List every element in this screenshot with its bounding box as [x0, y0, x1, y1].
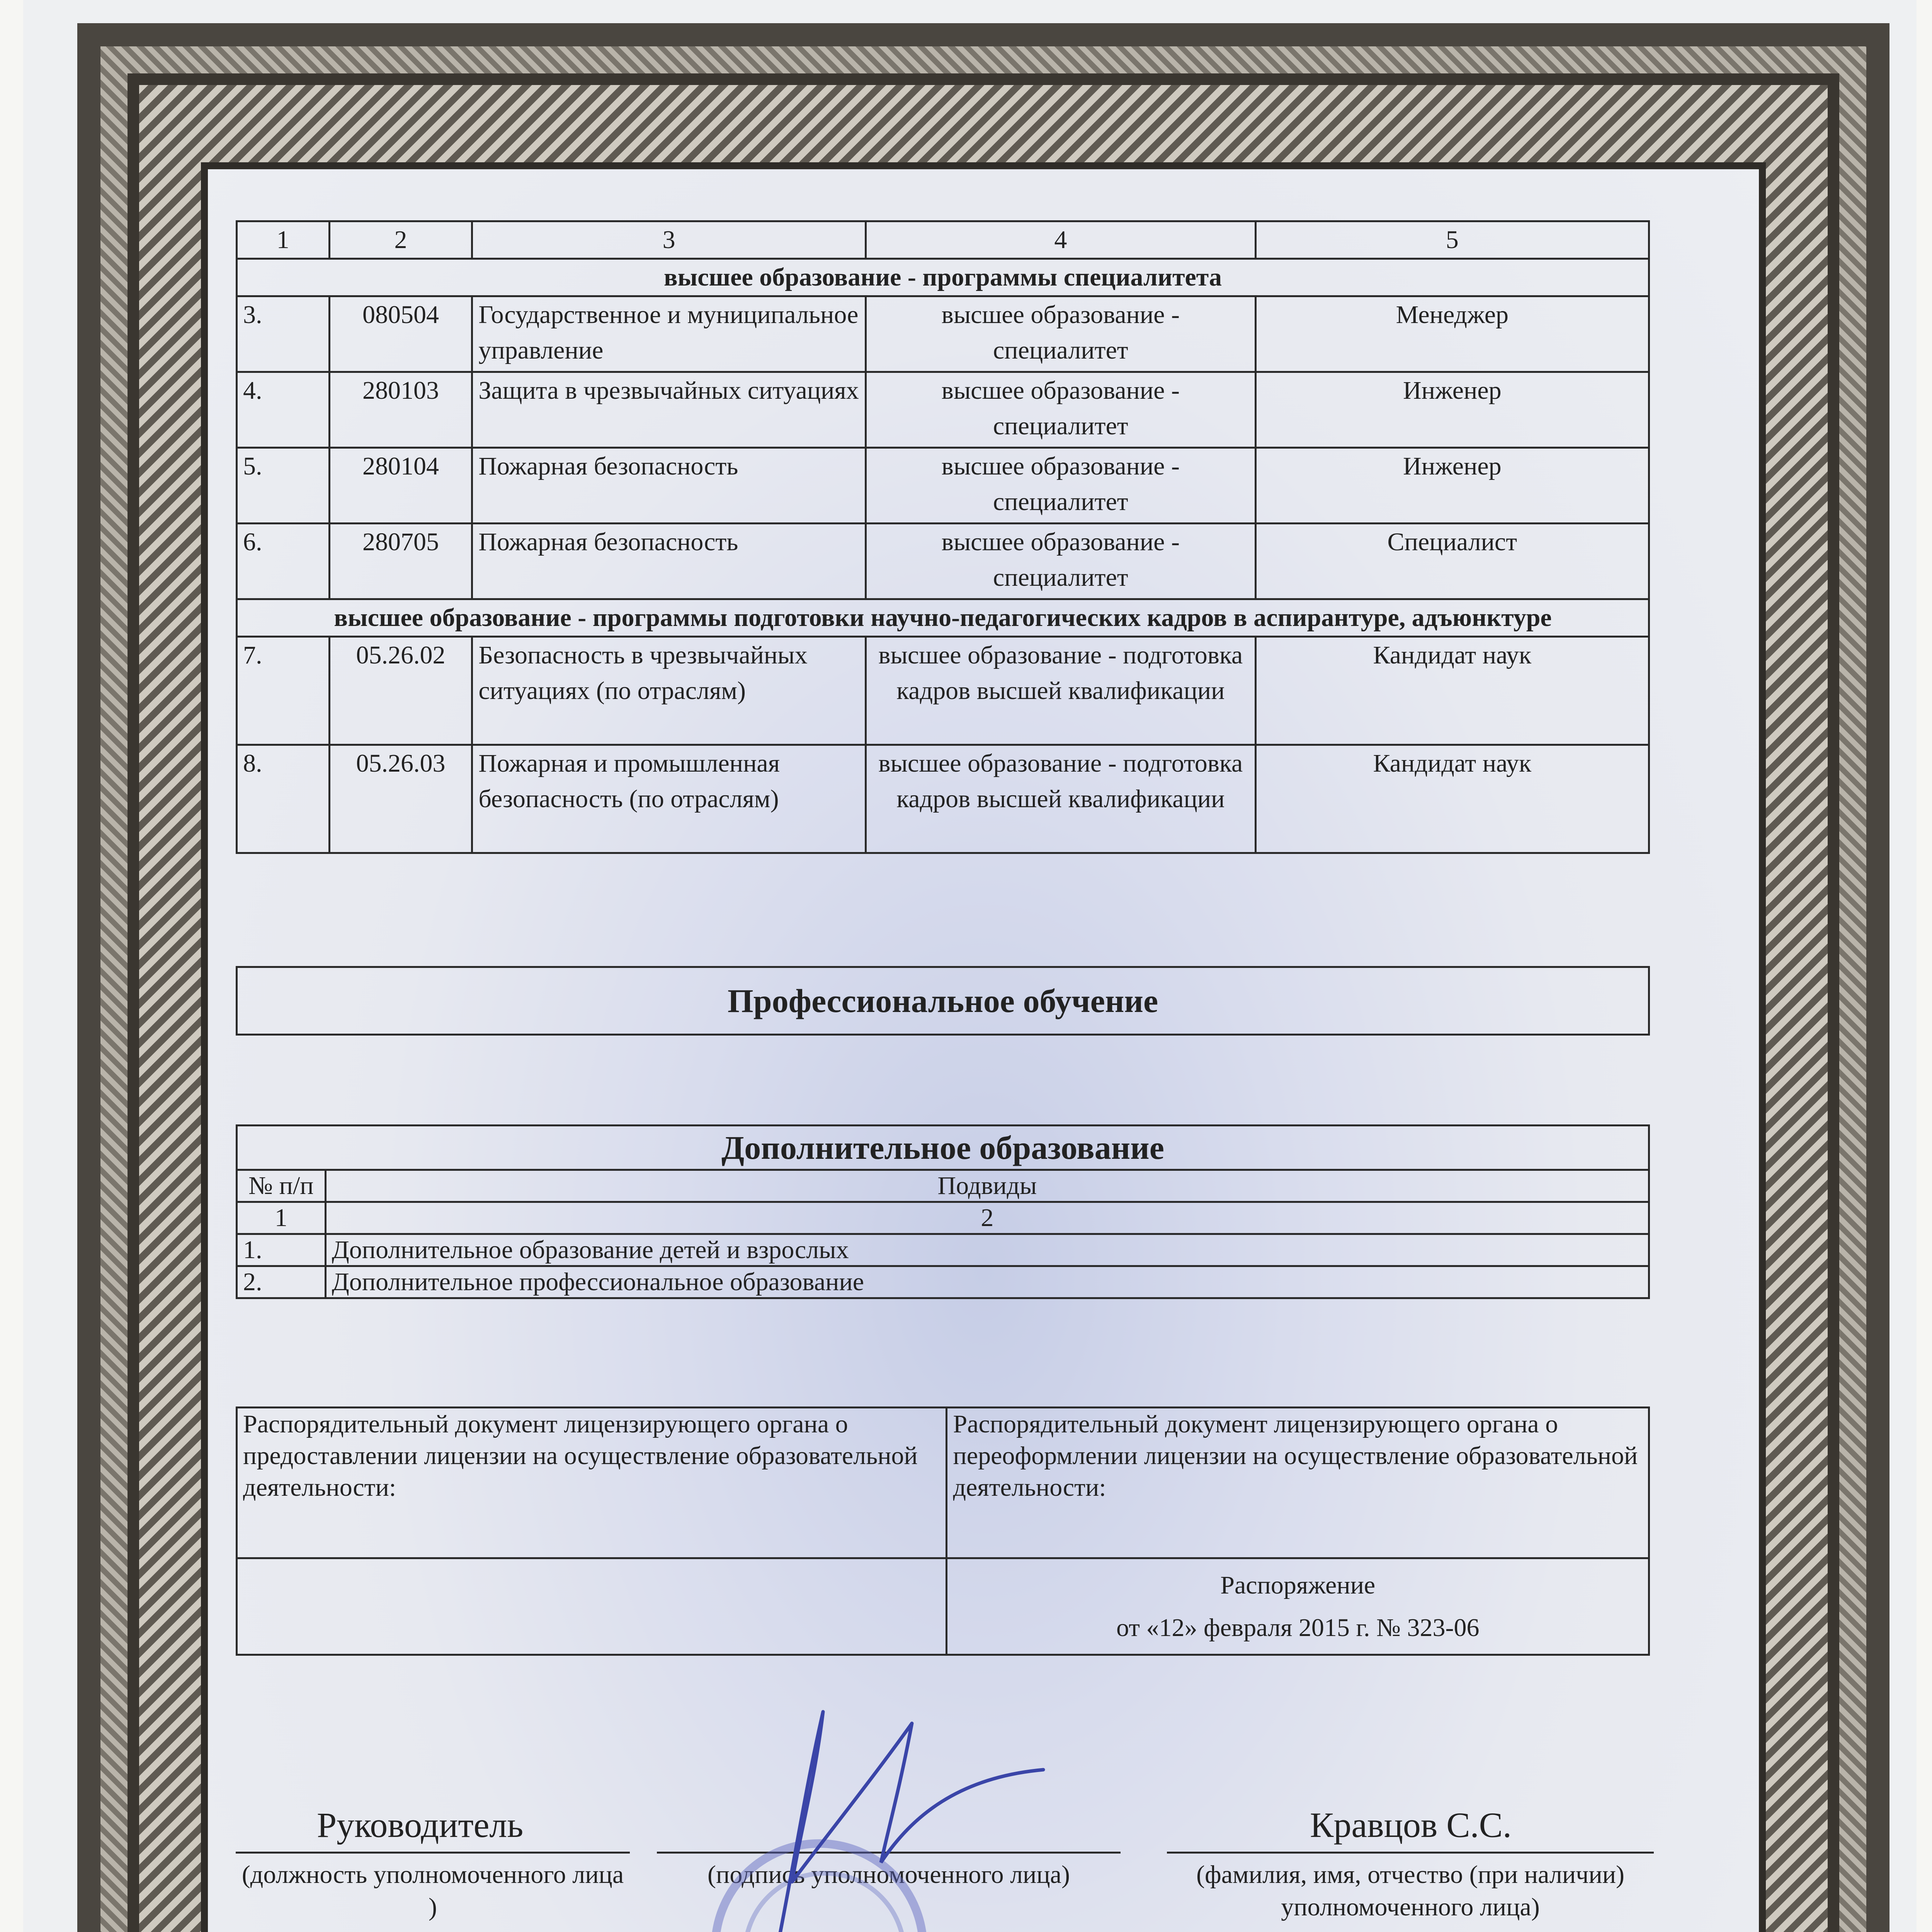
- program-code: 280104: [329, 448, 472, 524]
- qualification: Менеджер: [1255, 296, 1649, 372]
- header-cell: 3: [472, 221, 866, 259]
- name-caption: (фамилия, имя, отчество (при наличии) уполномоченного лица): [1196, 1861, 1624, 1921]
- program-level: высшее образование - специалитет: [866, 372, 1256, 448]
- professional-training-title: Профессиональное обучение: [237, 967, 1649, 1035]
- grant-order-value: [237, 1558, 947, 1655]
- reissue-order-value: [947, 1558, 1649, 1655]
- qualification: Инженер: [1255, 372, 1649, 448]
- program-code: 280705: [329, 524, 472, 599]
- additional-education-title: Дополнительное образование: [237, 1126, 1649, 1170]
- column-index-1: 1: [237, 1202, 326, 1234]
- reissue-order-header: Распорядительный документ лицензирующего органа о переоформлении лицензии на осуществление образовательной деятельности:: [947, 1408, 1649, 1558]
- program-level: высшее образование - специалитет: [866, 524, 1256, 599]
- row-number: 4.: [237, 372, 330, 448]
- grant-order-header: Распорядительный документ лицензирующего органа о предоставлении лицензии на осуществление образовательной деятельности:: [237, 1408, 947, 1558]
- header-cell: 2: [329, 221, 472, 259]
- table-row: [237, 745, 1649, 853]
- position-line: [236, 1852, 630, 1854]
- position-title: Руководитель: [317, 1805, 524, 1845]
- qualification: Кандидат наук: [1255, 745, 1649, 853]
- program-level: высшее образование - специалитет: [866, 448, 1256, 524]
- program-code: 05.26.03: [329, 745, 472, 853]
- qualification: Специалист: [1255, 524, 1649, 599]
- column-index-2: 2: [325, 1202, 1649, 1234]
- table-row: [237, 637, 1649, 745]
- row-number: 2.: [237, 1266, 326, 1298]
- row-number: 8.: [237, 745, 330, 853]
- row-number: 7.: [237, 637, 330, 745]
- section-title-postgraduate: высшее образование - программы подготовки научно-педагогических кадров в аспирантуре, адъюнктуре: [237, 599, 1649, 637]
- order-date-number: от «12» февраля 2015 г. № 323-06: [1116, 1613, 1480, 1642]
- table-row: [237, 448, 1649, 524]
- program-level: высшее образование - подготовка кадров высшей квалификации: [866, 637, 1256, 745]
- program-code: 080504: [329, 296, 472, 372]
- program-name: Безопасность в чрезвычайных ситуациях (по отраслям): [472, 637, 866, 745]
- row-number: 1.: [237, 1234, 326, 1266]
- handwritten-signature: [726, 1700, 1074, 1932]
- signatory-name: Кравцов С.С.: [1310, 1805, 1512, 1845]
- table-row: [237, 524, 1649, 599]
- order-type: Распоряжение: [1220, 1571, 1376, 1599]
- table-row: [237, 1266, 1649, 1298]
- professional-training-box: [236, 966, 1650, 1036]
- name-line: [1167, 1852, 1654, 1854]
- program-level: высшее образование - специалитет: [866, 296, 1256, 372]
- header-cell: 4: [866, 221, 1256, 259]
- program-level: высшее образование - подготовка кадров высшей квалификации: [866, 745, 1256, 853]
- program-name: Пожарная безопасность: [472, 524, 866, 599]
- program-name: Пожарная безопасность: [472, 448, 866, 524]
- additional-education-table: [236, 1124, 1650, 1299]
- subtype-name: Дополнительное образование детей и взрослых: [325, 1234, 1649, 1266]
- program-name: Пожарная и промышленная безопасность (по отраслям): [472, 745, 866, 853]
- row-number: 6.: [237, 524, 330, 599]
- table-row: [237, 372, 1649, 448]
- program-code: 280103: [329, 372, 472, 448]
- qualification: Инженер: [1255, 448, 1649, 524]
- section-title-specialist: высшее образование - программы специалитета: [237, 259, 1649, 296]
- row-number: 5.: [237, 448, 330, 524]
- signature-caption: (подпись уполномоченного лица): [707, 1861, 1070, 1889]
- position-caption: (должность уполномоченного лица ): [242, 1861, 624, 1921]
- table-row: [237, 1234, 1649, 1266]
- programs-table: [236, 220, 1650, 854]
- subtype-name: Дополнительное профессиональное образование: [325, 1266, 1649, 1298]
- license-orders-table: [236, 1406, 1650, 1656]
- header-cell: 5: [1255, 221, 1649, 259]
- column-header-subtypes: Подвиды: [325, 1170, 1649, 1202]
- table-header-row: [237, 221, 1649, 259]
- header-cell: 1: [237, 221, 330, 259]
- table-row: [237, 296, 1649, 372]
- row-number: 3.: [237, 296, 330, 372]
- program-code: 05.26.02: [329, 637, 472, 745]
- program-name: Государственное и муниципальное управление: [472, 296, 866, 372]
- column-header-number: № п/п: [237, 1170, 326, 1202]
- program-name: Защита в чрезвычайных ситуациях: [472, 372, 866, 448]
- section-row: [237, 259, 1649, 296]
- section-row: [237, 599, 1649, 637]
- qualification: Кандидат наук: [1255, 637, 1649, 745]
